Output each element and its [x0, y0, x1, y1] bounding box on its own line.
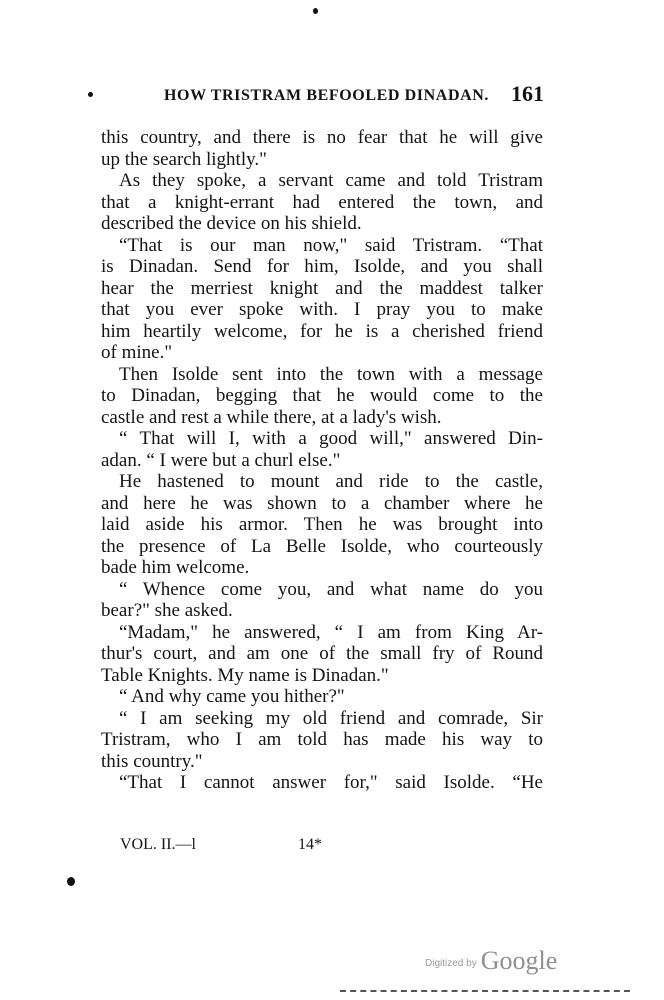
watermark-prefix: Digitized by: [425, 958, 477, 969]
text-line: up the search lightly.": [101, 148, 267, 170]
text-line: this country, and there is no fear that he will give: [101, 127, 543, 148]
text-line: “Madam," he answered, “ I am from King Ar-: [119, 621, 543, 643]
text-line: “That I cannot answer for," said Isolde. “He: [119, 772, 543, 793]
text-line: Then Isolde sent into the town with a message: [119, 363, 543, 385]
page-header: [100, 83, 548, 111]
ink-speck: [67, 877, 75, 886]
text-line: the presence of La Belle Isolde, who courteously: [101, 535, 543, 557]
text-line: “ That will I, with a good will," answered Din-: [119, 428, 543, 449]
text-line: castle and rest a while there, at a lady's wish.: [101, 406, 442, 428]
body-text: [101, 127, 543, 794]
text-line: bear?" she asked.: [101, 600, 233, 621]
text-line: Tristram, who I am told has made his way to: [101, 729, 543, 750]
text-line: of mine.": [101, 342, 173, 363]
text-line: thur's court, and am one of the small fry of Round: [101, 643, 543, 664]
text-line: described the device on his shield.: [101, 213, 362, 234]
text-line: and here he was shown to a chamber where he: [101, 492, 543, 514]
ink-speck: [88, 92, 93, 97]
text-line: to Dinadan, begging that he would come to the: [101, 385, 543, 406]
signature-volume: VOL. II.—l: [120, 836, 196, 853]
text-line: that you ever spoke with. I pray you to make: [101, 299, 543, 320]
text-line: laid aside his armor. Then he was brought into: [101, 514, 543, 535]
text-line: As they spoke, a servant came and told Tristram: [119, 170, 543, 191]
running-head: HOW TRISTRAM BEFOOLED DINADAN.: [164, 87, 490, 104]
text-line: that a knight-errant had entered the town, and: [101, 191, 543, 213]
digitization-watermark: [425, 946, 557, 976]
google-logo: Google: [480, 946, 558, 975]
text-line: “ I am seeking my old friend and comrade, Sir: [119, 707, 543, 729]
text-line: “That is our man now," said Tristram. “That: [119, 234, 543, 256]
text-line: “ Whence come you, and what name do you: [119, 578, 543, 600]
text-line: him heartily welcome, for he is a cherished friend: [101, 320, 543, 342]
page-number: 161: [511, 81, 544, 106]
text-line: this country.": [101, 750, 203, 772]
scan-edge-rule: [340, 990, 630, 992]
text-line: adan. “ I were but a churl else.": [101, 449, 341, 471]
text-line: is Dinadan. Send for him, Isolde, and you shall: [101, 256, 543, 277]
text-line: Table Knights. My name is Dinadan.": [101, 664, 389, 686]
text-line: hear the merriest knight and the maddest talker: [101, 277, 543, 299]
signature-number: 14*: [298, 836, 322, 853]
text-line: “ And why came you hither?": [119, 686, 345, 707]
text-line: He hastened to mount and ride to the castle,: [119, 471, 543, 492]
text-line: bade him welcome.: [101, 557, 250, 578]
ink-speck: [313, 8, 318, 14]
